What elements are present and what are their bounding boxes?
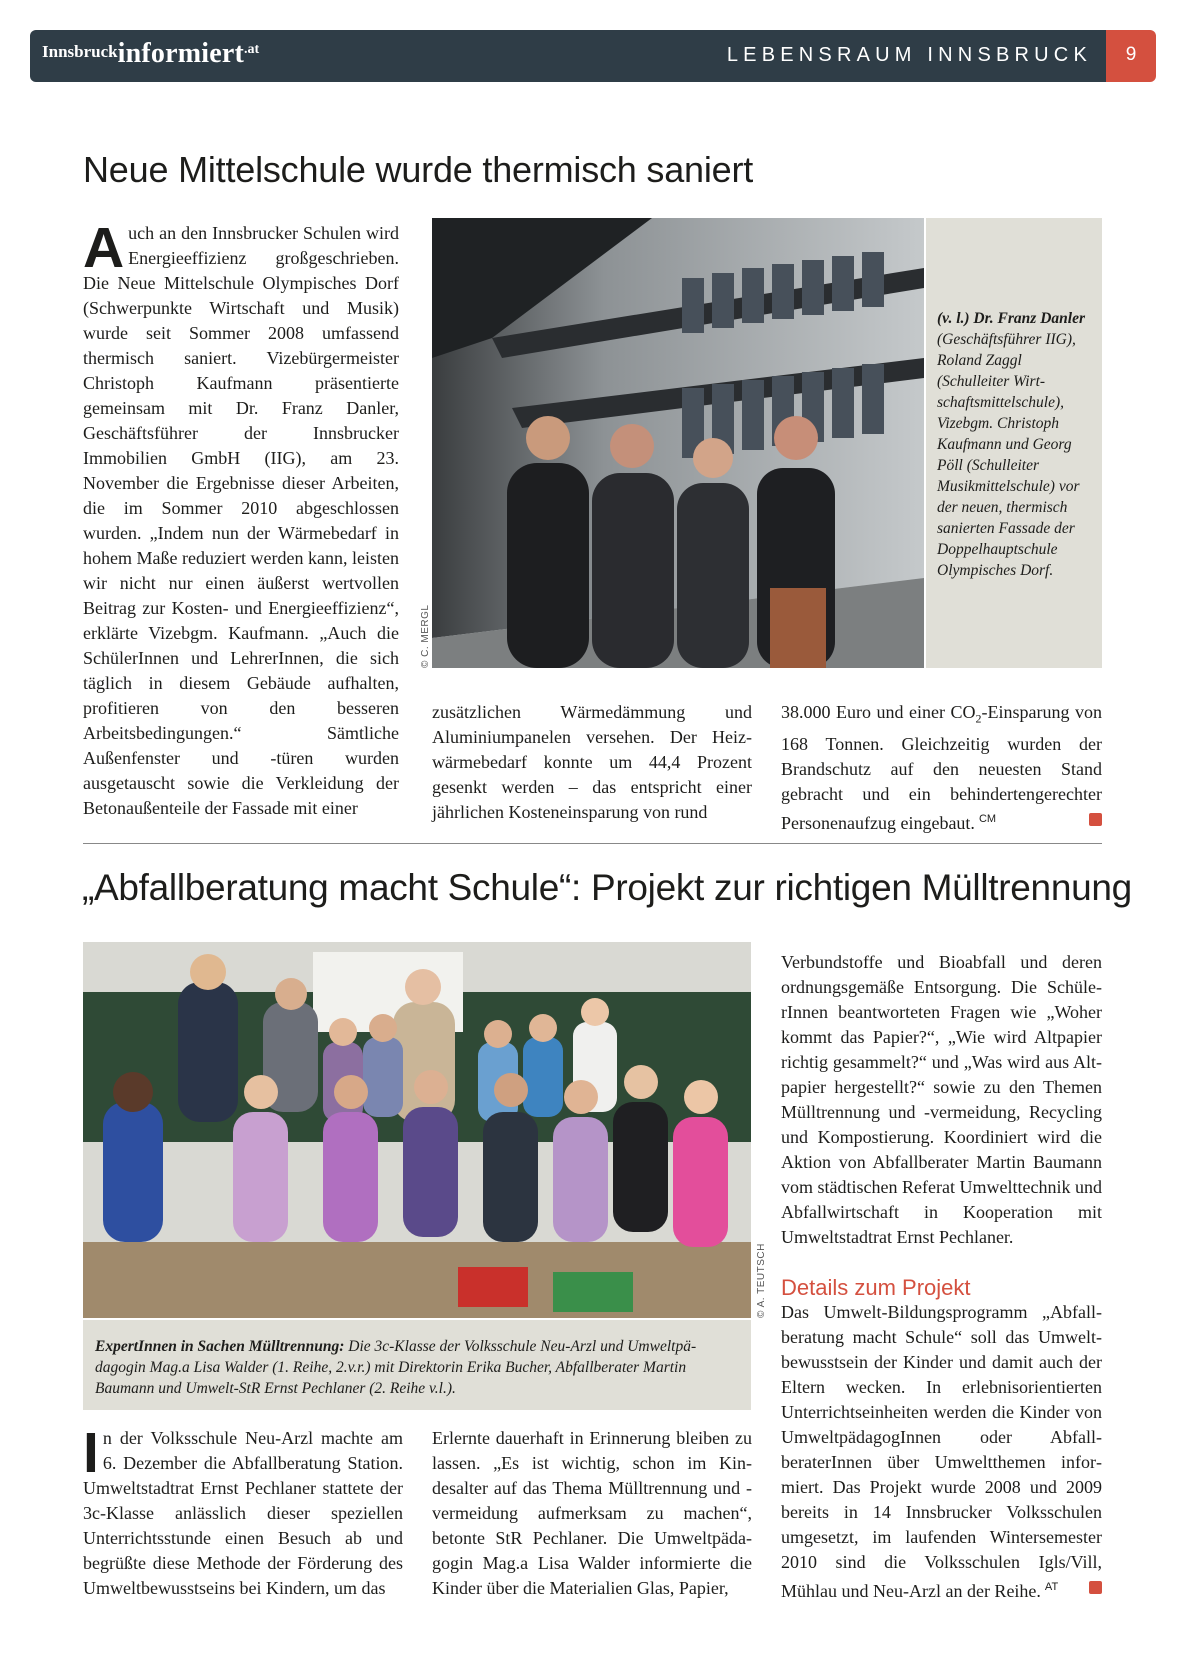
school-facade-photo [432,218,924,668]
page-number-box [1106,30,1156,82]
article1-photo-credit: © C. MERGL [420,604,431,668]
end-of-article-marker [1089,813,1102,826]
article2-dropcap: I [83,1421,99,1485]
article2-title: „Abfallberatung macht Schule“: Projekt zur richtigen Mülltrennung [82,867,1132,908]
article1-column-1: Auch an den Innsbrucker Schulen wird Energieeffizienz großgeschrieben. Die Neue Mittelschule Olympisches Dorf (Schwerpunkte Wirtschaft und Musik) wurde seit Sommer 2008 umfassend thermisch saniert. Vizebürgermeister Christoph Kaufmann präsentierte gemeinsam mit Dr. Franz Danler, Geschäftsführer der Innsbrucker Immobilien GmbH (IIG), am 23. November die Ergebnisse dieser Arbeiten, die im Sommer 2010 abgeschlossen wurden. „Indem nun der Wärmebedarf in hohem Maße reduziert werden kann, leisten wir nicht nur einen äußerst wertvollen Beitrag zur Kosten- und Energieeffizienz“, erklärte Vizebgm. Kaufmann. „Auch die SchülerInnen und LehrerInnen, die sich täglich in diesem Gebäude aufhalten, profitieren von den besseren Arbeitsbedingungen.“ Sämtliche Außenfenster und -türen wurden ausgetauscht sowie die Verkleidung der Betonaußenteile der Fassade mit einer [83,216,399,818]
article2-column-3b: Das Umwelt-Bildungsprogramm „Abfallberatung macht Schule“ soll das Umweltbewusstsein der Kinder und damit auch der Eltern wecken. In erlebnisorientierten Unterrichtseinheiten werden die Kinder von UmweltpädagogInnen oder AbfallberaterInnen über Umweltthemen informiert. Das Projekt wurde 2008 und 2009 bereits in 14 Innsbrucker Volksschulen umgesetzt, im laufenden Wintersemester 2010 sind die Volksschulen Igls/Vill, Mühlau und Neu-Arzl an der Reihe. $^{AT}$ [781,1302,1102,1601]
article1-column-3: 38.000 Euro und einer $CO_2$-Einsparung von 168 Tonnen. Gleichzeitig wurden der Brandschutz auf den neuesten Stand gebracht und ein behindertengerechter Personenaufzug eingebaut. $^{CM}$ [781,702,1103,833]
article1-caption: (v. l.) Dr. Franz Danler (Geschäftsführer IIG), Roland Zaggl (Schulleiter Wirtschaftsmittelschule), Vizebgm. Christoph Kaufmann und Georg Pöll (Schulleiter Musikmittelschule) vor der neuen, thermisch sanierten Fassade der Doppelhauptschule Olympisches Dorf. [937,310,1085,579]
article2-column-1: In der Volksschule Neu-Arzl machte am 6. Dezember die Abfallberatung Station. Umweltstadtrat Ernst Pechlaner stattete der 3c-Klasse anlässlich dieser speziellen Unterrichtsstunde einen Besuch ab und begrüßte diese Methode der Förderung des Umweltbewusstseins bei Kindern, um das [83,1421,403,1598]
article2-caption: ExpertInnen in Sachen Mülltrennung: Die 3c-Klasse der Volksschule Neu-Arzl und Umweltpädagogin Mag.a Lisa Walder (1. Reihe, 2.v.r.) mit Direktorin Erika Bucher, Abfallberater Martin Baumann und Umwelt-StR Ernst Pechlaner (2. Reihe v.l.). [95,1338,697,1397]
article1-dropcap: A [83,216,125,280]
class-group-photo [83,942,751,1318]
page-header [30,30,1106,82]
page-number: 9 [1125,44,1137,65]
article1-photo [432,218,924,668]
brand-logo: Innsbruckinformiert.at [42,38,260,69]
article2-subheading: Details zum Projekt [781,1275,971,1300]
section-divider [83,843,1102,844]
article2-signature: AT [1044,1581,1059,1593]
article1-caption-box [926,218,1102,668]
article2-photo-credit: © A. TEUTSCH [756,1243,767,1318]
end-of-article-marker [1089,1581,1102,1594]
article2-column-3: Verbundstoffe und Bioabfall und deren ordnungsgemäße Entsorgung. Die SchülerInnen beantworteten Fragen wie „Woher kommt das Papier?“, „Wie wird Altpapier richtig gesammelt?“ und „Was wird aus Altpapier hergestellt?“ sowie zu den Themen Mülltrennung und -vermeidung, Recycling und Kompostierung. Koordiniert wird die Aktion von Abfallberater Martin Baumann vom städtischen Referat Umwelttechnik und Abfallwirtschaft in Kooperation mit Umweltstadtrat Ernst Pechlaner. [781,952,1102,1247]
article2-caption-box [83,1320,751,1410]
article2-photo [83,942,751,1318]
article2-column-2: Erlernte dauerhaft in Erinnerung bleiben zu lassen. „Es ist wichtig, schon im Kindesalter auf das Thema Mülltrennung und -vermeidung aufmerksam zu machen“, betonte StR Pechlaner. Die Umweltpädagogin Mag.a Lisa Walder informierte die Kinder über die Materialien Glas, Papier, [432,1428,752,1598]
article1-signature: CM [978,812,997,825]
article1-column-2: zusätzlichen Wärmedämmung und Aluminiumpanelen versehen. Der Heizwärmebedarf konnte um 44,4 Prozent gesenkt werden – das entspricht einer jährlichen Kosteneinsparung von rund [432,702,752,822]
section-title: LEBENSRAUM INNSBRUCK [726,44,1092,66]
article1-title: Neue Mittelschule wurde thermisch saniert [83,149,754,190]
